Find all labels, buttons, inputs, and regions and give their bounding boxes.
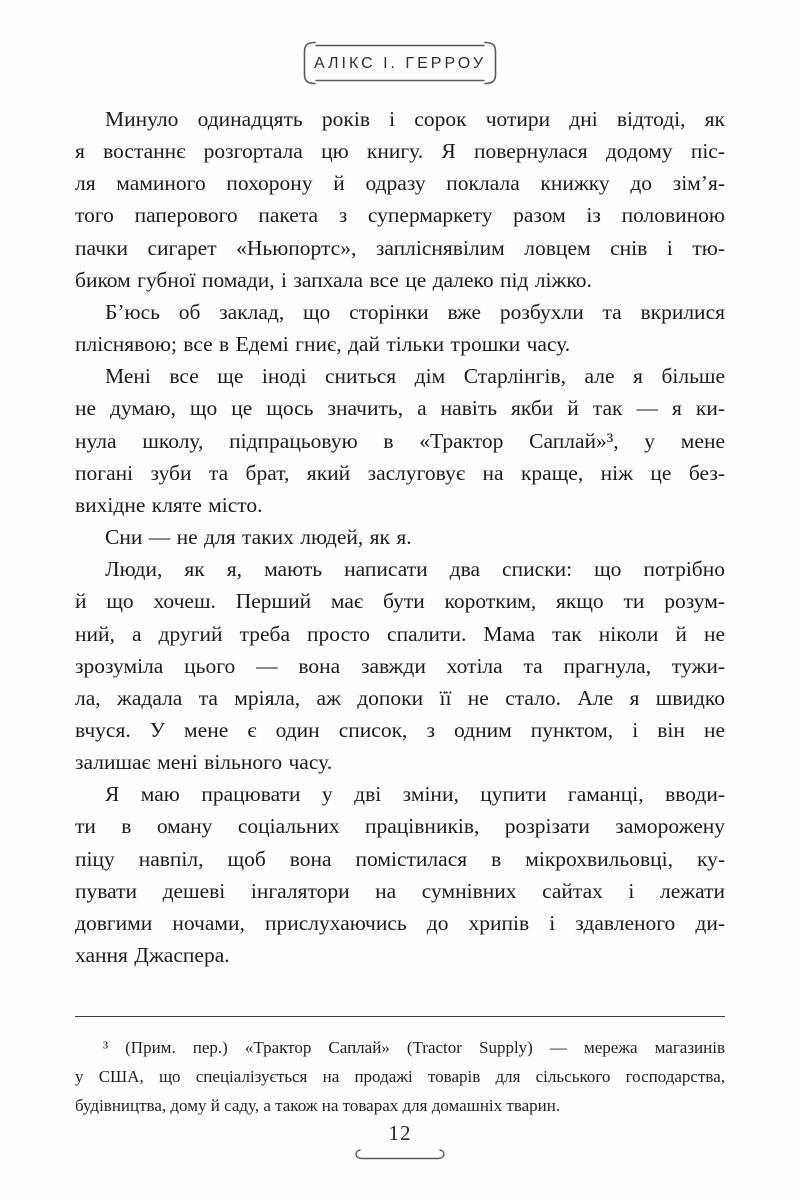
text-line: Минуло одинадцять років і сорок чотири дні відтоді, як [105, 107, 725, 131]
paragraph [75, 553, 725, 778]
footnote-line: ³ (Прим. пер.) «Трактор Саплай» (Tractor Supply) — мережа магазинів [103, 1038, 725, 1057]
text-line: я востаннє розгортала цю книгу. Я повернулася додому піс- [75, 139, 725, 164]
paragraph [75, 296, 725, 360]
text-line: того паперового пакета з супермаркету разом із половиною [75, 203, 725, 228]
text-line: піцу навпіл, щоб вона помістилася в мікрохвильовці, ку- [75, 846, 725, 871]
text-line: пачки сигарет «Ньюпортс», запліснявілим ловцем снів і тю- [75, 235, 725, 260]
footnote [75, 1016, 725, 1120]
page-number: 12 [388, 1121, 412, 1145]
running-head [0, 40, 800, 86]
text-line: ла, жадала та мріяла, аж допоки її не стало. Але я швидко [75, 685, 725, 710]
text-line: Б’юсь об заклад, що сторінки вже розбухли та вкрилися [105, 299, 725, 324]
text-line: пувати дешеві інгалятори на сумнівних сайтах і лежати [75, 878, 725, 903]
page-text [75, 103, 725, 971]
paragraph [75, 778, 725, 971]
text-line: нула школу, підпрацьовую в «Трактор Саплай»³, у мене [75, 428, 725, 453]
footnote-line: будівництва, дому й саду, а також на товарах для домашніх тварин. [75, 1096, 561, 1115]
text-line: Я маю працювати у дві зміни, цупити гаманці, вводи- [105, 782, 725, 807]
paragraph [75, 360, 725, 521]
text-line: ти в оману соціальних працівників, розрізати заморожену [75, 814, 725, 839]
text-line: хання Джаспера. [75, 943, 230, 968]
text-line: биком губної помади, і запхала все це далеко під ліжко. [75, 267, 592, 292]
text-line: залишає мені вільного часу. [75, 750, 333, 775]
text-line: Люди, як я, мають написати два списки: що потрібно [105, 557, 725, 582]
author-frame [299, 40, 501, 86]
text-line: Сни — не для таких людей, як я. [105, 525, 412, 550]
text-line: зрозуміла цього — вона завжди хотіла та прагнула, тужи- [75, 653, 725, 678]
page-number-ornament-icon [352, 1147, 448, 1163]
text-line: пліснявою; все в Едемі гниє, дай тільки трошки часу. [75, 332, 571, 357]
text-line: Мені все ще іноді сниться дім Старлінгів, але я більше [105, 364, 725, 389]
text-line: довгими ночами, прислухаючись до хрипів і здавленого ди- [75, 910, 725, 935]
text-line: ля маминого похорону й одразу поклала книжку до зім’я- [75, 171, 725, 196]
text-line: вихідне кляте місто. [75, 492, 263, 517]
text-line: не думаю, що це щось значить, а навіть якби й так — я ки- [75, 396, 725, 421]
footnote-line: у США, що спеціалізується на продажі товарів для сільського господарства, [75, 1067, 725, 1086]
author-name: АЛІКС І. ГЕРРОУ [313, 55, 487, 72]
text-line: вчуся. У мене є один список, з одним пунктом, і він не [75, 717, 725, 742]
paragraph [75, 521, 725, 553]
text-line: погані зуби та брат, який заслуговує на краще, ніж це без- [75, 460, 725, 485]
text-line: й що хочеш. Перший має бути коротким, якщо ти розум- [75, 589, 725, 614]
page-footer [0, 1120, 800, 1168]
page-number-ornament [352, 1147, 448, 1168]
paragraph [75, 103, 725, 296]
text-line: ний, а другий треба просто спалити. Мама так ніколи й не [75, 621, 725, 646]
